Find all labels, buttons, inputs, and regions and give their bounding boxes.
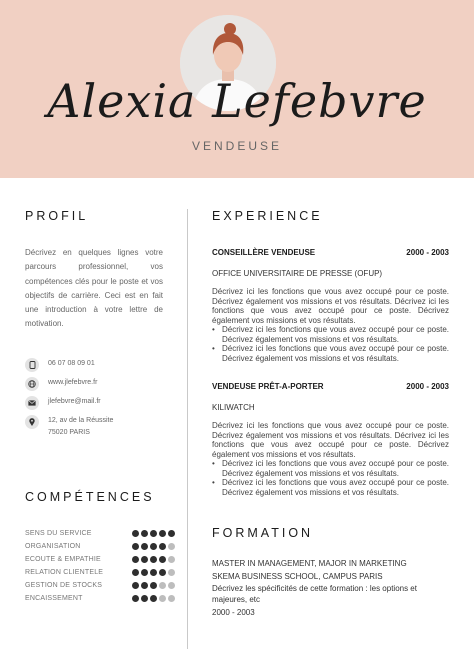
profil-text: Décrivez en quelques lignes votre parcours professionnel, vos compétences clés pour le poste et vos objectifs de carrière. Ceci est en fait une introduction à votre lettre de motivation. [25,248,163,329]
formation-item [212,558,449,618]
skill-level-dots [132,595,175,602]
skill-level-dot [168,530,175,537]
skill-level-dot [132,582,139,589]
map-pin-icon [25,415,39,429]
skill-level-dot [159,582,166,589]
formation-school: SKEMA BUSINESS SCHOOL, CAMPUS PARIS [212,572,383,581]
contact-address [25,415,175,439]
skill-row [25,592,175,605]
formation-dates: 2000 - 2003 [212,608,255,617]
header-banner [0,0,474,178]
phone-number[interactable]: 06 07 08 09 01 [48,360,95,367]
skill-level-dots [132,556,175,563]
formation-degree: MASTER IN MANAGEMENT, MAJOR IN MARKETING [212,559,407,568]
skill-name: ENCAISSEMENT [25,595,83,602]
skill-level-dot [168,582,175,589]
envelope-icon [25,396,39,410]
contact-phone [25,358,175,372]
skill-level-dot [159,543,166,550]
experience-org: KILIWATCH [212,403,255,412]
skill-name: ORGANISATION [25,543,81,550]
skill-level-dot [132,595,139,602]
skill-level-dot [159,556,166,563]
skill-level-dot [159,569,166,576]
competences-heading: COMPÉTENCES [25,490,155,504]
skill-level-dot [150,530,157,537]
experience-bullet: • Décrivez ici les fonctions que vous avez occupé pour ce poste. Décrivez également vos missions et vos résultats. [212,459,449,478]
skill-level-dot [150,582,157,589]
job-title: VENDEUSE [191,139,283,153]
phone-icon [25,358,39,372]
column-divider [187,209,188,649]
experience-description: Décrivez ici les fonctions que vous avez occupé pour ce poste. Décrivez également vos missions et vos résultats. Décrivez ici les fonctions que vous avez occupé pour ce poste. Décrivez également vos missions et vos résultats. [212,287,449,325]
skill-level-dot [141,543,148,550]
skill-level-dot [141,569,148,576]
skill-level-dots [132,543,175,550]
skill-level-dot [141,595,148,602]
skill-level-dot [141,530,148,537]
website-link[interactable]: www.jlefebvre.fr [48,379,98,386]
skills-list [25,527,175,605]
experience-org: OFFICE UNIVERSITAIRE DE PRESSE (OFUP) [212,269,383,278]
experience-bullets [212,459,449,497]
skill-level-dots [132,530,175,537]
experience-bullets [212,325,449,363]
skill-name: GESTION DE STOCKS [25,582,103,589]
address-line-2: 75020 PARIS [48,429,90,436]
experience-header [212,382,449,391]
experience-bullet: • Décrivez ici les fonctions que vous avez occupé pour ce poste. Décrivez également vos missions et vos résultats. [212,325,449,344]
skill-row [25,566,175,579]
skill-level-dot [141,556,148,563]
candidate-name: Alexia Lefebvre [47,74,427,128]
skill-level-dot [159,595,166,602]
experience-dates: 2000 - 2003 [406,382,449,391]
skill-level-dots [132,582,175,589]
experience-title: CONSEILLÈRE VENDEUSE [212,248,316,257]
skill-name: RELATION CLIENTELE [25,569,104,576]
skill-row [25,540,175,553]
skill-level-dot [132,556,139,563]
contact-website [25,377,175,391]
skill-level-dots [132,569,175,576]
skill-level-dot [150,569,157,576]
skill-level-dot [132,543,139,550]
formation-description: Décrivez les spécificités de cette formation : les options et majeures, etc [212,584,417,604]
skill-row [25,527,175,540]
contact-list [25,358,175,444]
globe-icon [25,377,39,391]
formation-heading: FORMATION [212,526,314,540]
experience-heading: EXPERIENCE [212,209,323,223]
skill-row [25,579,175,592]
skill-level-dot [150,556,157,563]
skill-level-dot [150,543,157,550]
skill-level-dot [132,569,139,576]
experience-item-1 [212,248,449,363]
skill-level-dot [168,556,175,563]
experience-dates: 2000 - 2003 [406,248,449,257]
skill-level-dot [150,595,157,602]
skill-level-dot [168,569,175,576]
skill-level-dot [132,530,139,537]
contact-email [25,396,175,410]
skill-level-dot [168,595,175,602]
skill-level-dot [168,543,175,550]
address [48,415,113,439]
experience-bullet: • Décrivez ici les fonctions que vous avez occupé pour ce poste. Décrivez également vos missions et vos résultats. [212,344,449,363]
profil-heading: PROFIL [25,209,89,223]
experience-item-2 [212,382,449,497]
skill-level-dot [159,530,166,537]
experience-description: Décrivez ici les fonctions que vous avez occupé pour ce poste. Décrivez également vos missions et vos résultats. Décrivez ici les fonctions que vous avez occupé pour ce poste. Décrivez également vos missions et vos résultats. [212,421,449,459]
skill-row [25,553,175,566]
email-link[interactable]: jlefebvre@mail.fr [48,398,101,405]
experience-header [212,248,449,257]
skill-name: SENS DU SERVICE [25,530,92,537]
address-line-1: 12, av de la Réussite [48,417,114,424]
skill-level-dot [141,582,148,589]
experience-bullet: • Décrivez ici les fonctions que vous avez occupé pour ce poste. Décrivez également vos missions et vos résultats. [212,478,449,497]
experience-title: VENDEUSE PRÊT-A-PORTER [212,382,324,391]
skill-name: ECOUTE & EMPATHIE [25,556,101,563]
